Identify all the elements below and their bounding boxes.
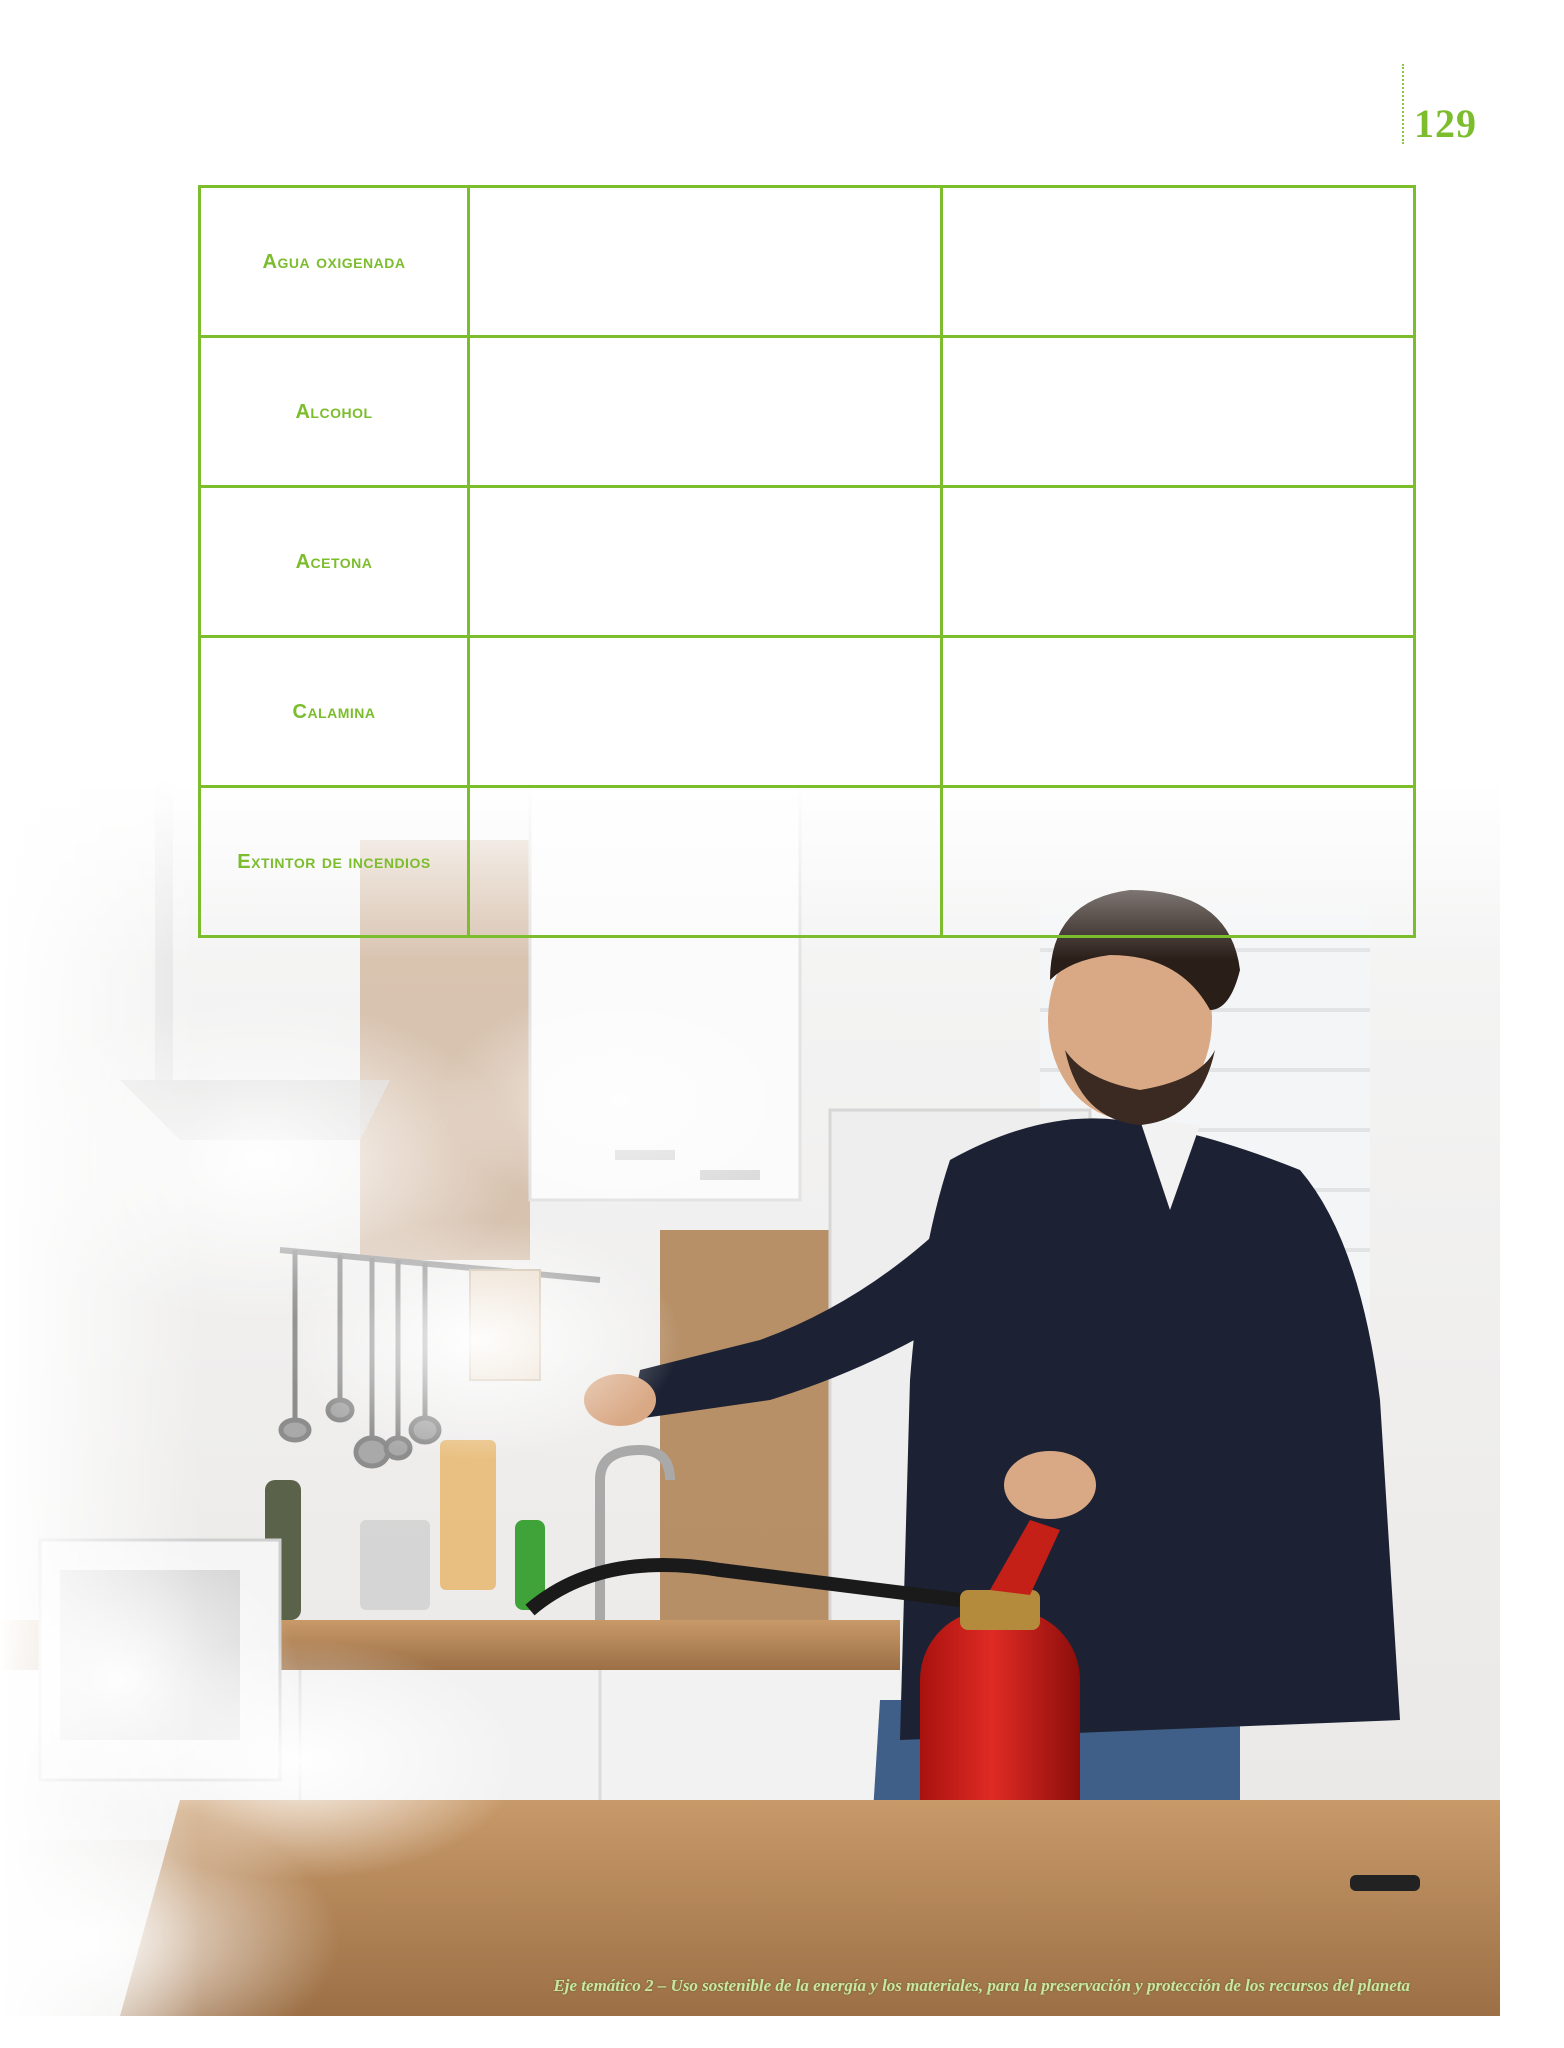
answer-cell[interactable] [942,637,1415,787]
row-label: Acetona [200,487,469,637]
answer-cell[interactable] [469,787,942,937]
worksheet-table [198,185,1416,938]
row-label: Calamina [200,637,469,787]
table-row [200,337,1415,487]
table-row [200,487,1415,637]
row-label: Agua oxigenada [200,187,469,337]
table-row [200,187,1415,337]
row-label: Alcohol [200,337,469,487]
answer-cell[interactable] [942,337,1415,487]
answer-cell[interactable] [469,337,942,487]
table-row [200,637,1415,787]
answer-cell[interactable] [942,487,1415,637]
answer-cell[interactable] [469,187,942,337]
page-number: 129 [1414,101,1477,146]
answer-cell[interactable] [469,487,942,637]
table-row [200,787,1415,937]
chapter-footer: Eje temático 2 – Uso sostenible de la energía y los materiales, para la preservación y protección de los recursos del planeta [553,1976,1410,1995]
answer-cell[interactable] [942,787,1415,937]
kitchen-fire-extinguisher-illustration [0,780,1500,2016]
page-number-divider [1402,64,1404,144]
answer-cell[interactable] [469,637,942,787]
row-label: Extintor de incendios [200,787,469,937]
answer-cell[interactable] [942,187,1415,337]
